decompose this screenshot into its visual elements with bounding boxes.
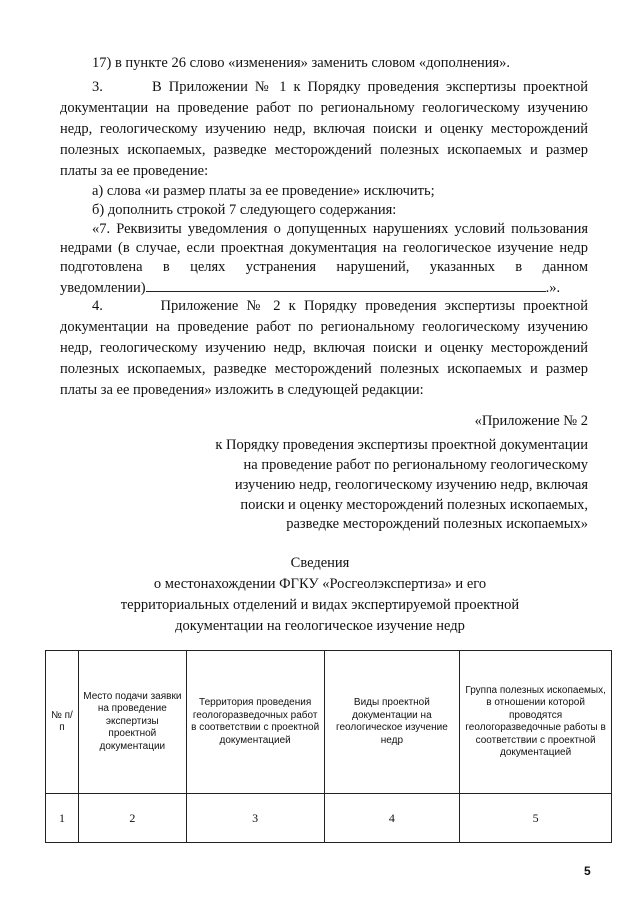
table-header-row [46,651,612,794]
table-cell: 3 [186,794,324,843]
paragraph-line: полезных ископаемых, разведке месторождений полезных ископаемых и размер [60,142,588,158]
paragraph-line: документации на проведение работ по региональному геологическому изучению [60,100,588,116]
paragraph-line: 3. В Приложении № 1 к Порядку проведения экспертизы проектной [92,79,588,95]
page-number: 5 [584,864,591,878]
annex-line: поиски и оценку месторождений полезных ископаемых, [240,497,588,513]
annex-line: разведке месторождений полезных ископаемых» [286,516,588,532]
table-header-cell: Виды проектной документации на геологическое изучение недр [324,651,460,794]
info-table [45,650,612,843]
paragraph-line: подготовлена в целях устранения нарушений, указанных в данном [60,259,588,275]
table-header-cell: Группа полезных ископаемых, в отношении которой проводятся геологоразведочные работы в соответствии с проектной документацией [460,651,612,794]
table-cell: 2 [78,794,186,843]
blank-tail-text: .». [545,280,561,296]
table-header-cell: Место подачи заявки на проведение экспертизы проектной документации [78,651,186,794]
table-cell: 1 [46,794,79,843]
paragraph-line: недрами (в случае, если проектная документация на геологическое изучение недр [60,240,588,256]
paragraph-line: недр, геологическому изучению недр, включая поиски и оценку месторождений [60,340,588,356]
table-row [46,794,612,843]
paragraph-line: платы за ее проведения» изложить в следующей редакции: [60,382,424,398]
blank-lead-text: уведомлении) [60,280,146,296]
paragraph-line: 17) в пункте 26 слово «изменения» заменить словом «дополнения». [92,55,511,71]
section-subheading: территориальных отделений и видах экспертируемой проектной [120,597,520,613]
paragraph-line: 4. Приложение № 2 к Порядку проведения экспертизы проектной [92,298,588,314]
annex-line: изучению недр, геологическому изучению недр, включая [234,477,588,493]
annex-line: на проведение работ по региональному геологическому [243,457,588,473]
paragraph-line: б) дополнить строкой 7 следующего содержания: [92,202,397,218]
paragraph-line: недр, геологическому изучению недр, включая поиски и оценку месторождений [60,121,588,137]
table-header-cell: Территория проведения геологоразведочных работ в соответствии с проектной документацией [186,651,324,794]
paragraph-line: а) слова «и размер платы за ее проведение» исключить; [92,183,435,199]
table-header-cell: № п/п [46,651,79,794]
section-subheading: документации на геологическое изучение недр [175,618,465,634]
annex-line: к Порядку проведения экспертизы проектной документации [215,437,588,453]
paragraph-line: «7. Реквизиты уведомления о допущенных нарушениях условий пользования [92,221,588,237]
paragraph-line: платы за ее проведение: [60,163,209,179]
table-cell: 5 [460,794,612,843]
paragraph-line: документации на проведение работ по региональному геологическому изучению [60,319,588,335]
paragraph-line [60,278,560,297]
table-cell: 4 [324,794,460,843]
section-heading: Сведения [290,555,350,571]
paragraph-line: полезных ископаемых, разведке месторождений полезных ископаемых и размер [60,361,588,377]
fill-in-blank [146,278,546,292]
section-subheading: о местонахождении ФГКУ «Росгеолэкспертиза» и его [153,576,487,592]
annex-title: «Приложение № 2 [474,413,588,429]
